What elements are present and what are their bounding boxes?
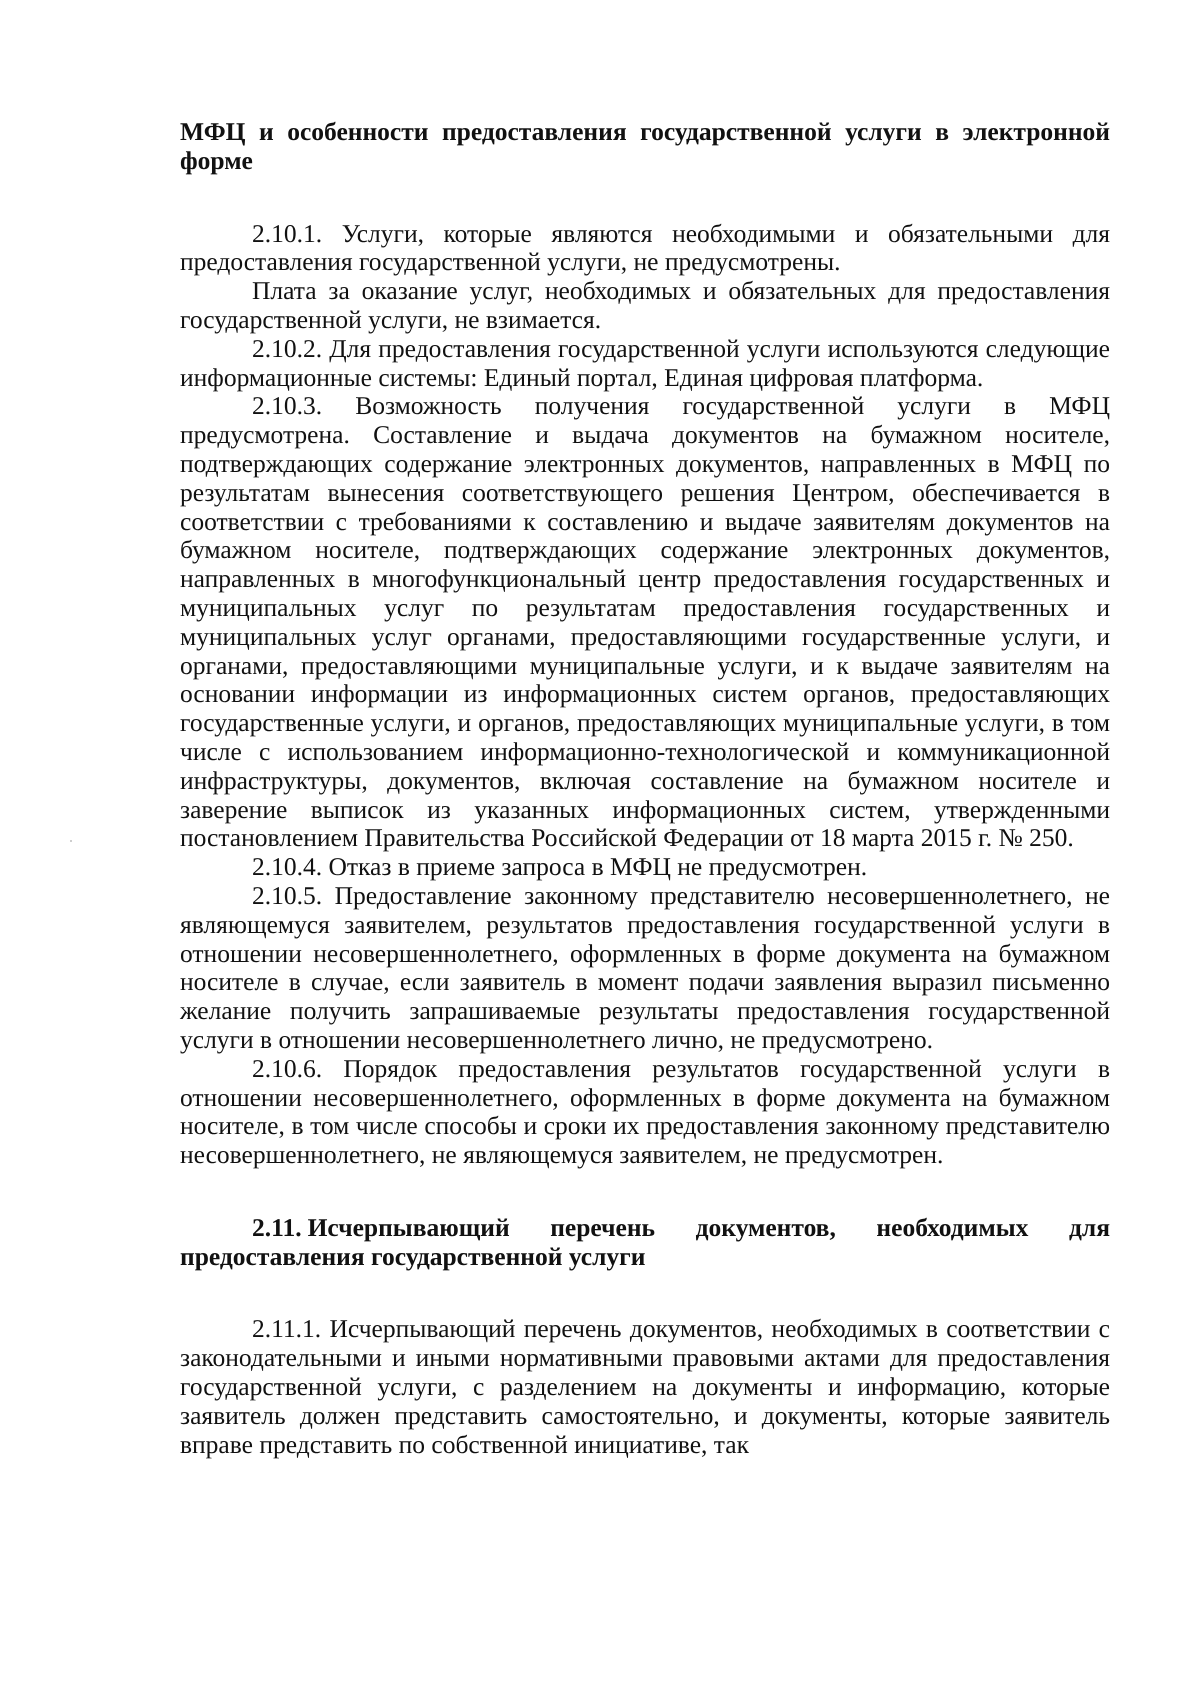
section-title-2-11: Исчерпывающий перечень документов, необходимых для предоставления государственной услуги (180, 1212, 1110, 1271)
paragraph-2-10-5: 2.10.5. Предоставление законному представителю несовершеннолетнего, не являющемуся заявителем, результатов предоставления государственной услуги в отношении несовершеннолетнего, оформленных в форме документа на бумажном носителе в случае, если заявитель в момент подачи заявления выразил письменно желание получить запрашиваемые результаты предоставления государственной услуги в отношении несовершеннолетнего лично, не предусмотрено. (180, 880, 1110, 1054)
paragraph-2-11-1: 2.11.1. Исчерпывающий перечень документов, необходимых в соответствии с законодательными и иными нормативными правовыми актами для предоставления государственной услуги, с разделением на документы и информацию, которые заявитель должен представить самостоятельно, и документы, которые заявитель вправе представить по собственной инициативе, так (180, 1314, 1110, 1459)
section-number-2-11: 2.11. (252, 1212, 302, 1242)
paragraph-fee: Плата за оказание услуг, необходимых и обязательных для предоставления государственной услуги, не взимается. (180, 276, 1110, 334)
section-heading-2-11 (180, 1214, 1110, 1272)
paragraph-2-10-1: 2.10.1. Услуги, которые являются необходимыми и обязательными для предоставления государственной услуги, не предусмотрены. (180, 218, 1110, 277)
paragraph-2-10-2: 2.10.2. Для предоставления государственной услуги используются следующие информационные системы: Единый портал, Единая цифровая платформа. (180, 333, 1110, 392)
document-page (180, 118, 1110, 1459)
paragraph-2-10-3: 2.10.3. Возможность получения государственной услуги в МФЦ предусмотрена. Составление и выдача документов на бумажном носителе, подтверждающих содержание электронных документов, направленных в МФЦ по результатам вынесения соответствующего решения Центром, обеспечивается в соответствии с требованиями к составлению и выдаче заявителям документов на бумажном носителе, подтверждающих содержание электронных документов, направленных в многофункциональный центр предоставления государственных и муниципальных услуг по результатам предоставления государственных и муниципальных услуг органами, предоставляющими государственные услуги, и органами, предоставляющими муниципальные услуги, и к выдаче заявителям на основании информации из информационных систем органов, предоставляющих государственные услуги, и органов, предоставляющих муниципальные услуги, в том числе с использованием информационно-технологической и коммуникационной инфраструктуры, документов, включая составление на бумажном носителе и заверение выписок из указанных информационных систем, утвержденными постановлением Правительства Российской Федерации от 18 марта 2015 г. № 250. (180, 391, 1110, 853)
section-2-11-body (180, 1315, 1110, 1459)
paragraph-2-10-6: 2.10.6. Порядок предоставления результатов государственной услуги в отношении несовершеннолетнего, оформленных в форме документа на бумажном носителе, в том числе способы и сроки их предоставления законному представителю несовершеннолетнего, не являющемуся заявителем, не предусмотрен. (180, 1053, 1110, 1170)
paragraph-2-10-4: 2.10.4. Отказ в приеме запроса в МФЦ не предусмотрен. (252, 852, 868, 882)
scan-speck (70, 840, 72, 842)
section-heading-mfc: МФЦ и особенности предоставления государственной услуги в электронной форме (180, 117, 1110, 175)
section-2-10-body (180, 220, 1110, 1170)
